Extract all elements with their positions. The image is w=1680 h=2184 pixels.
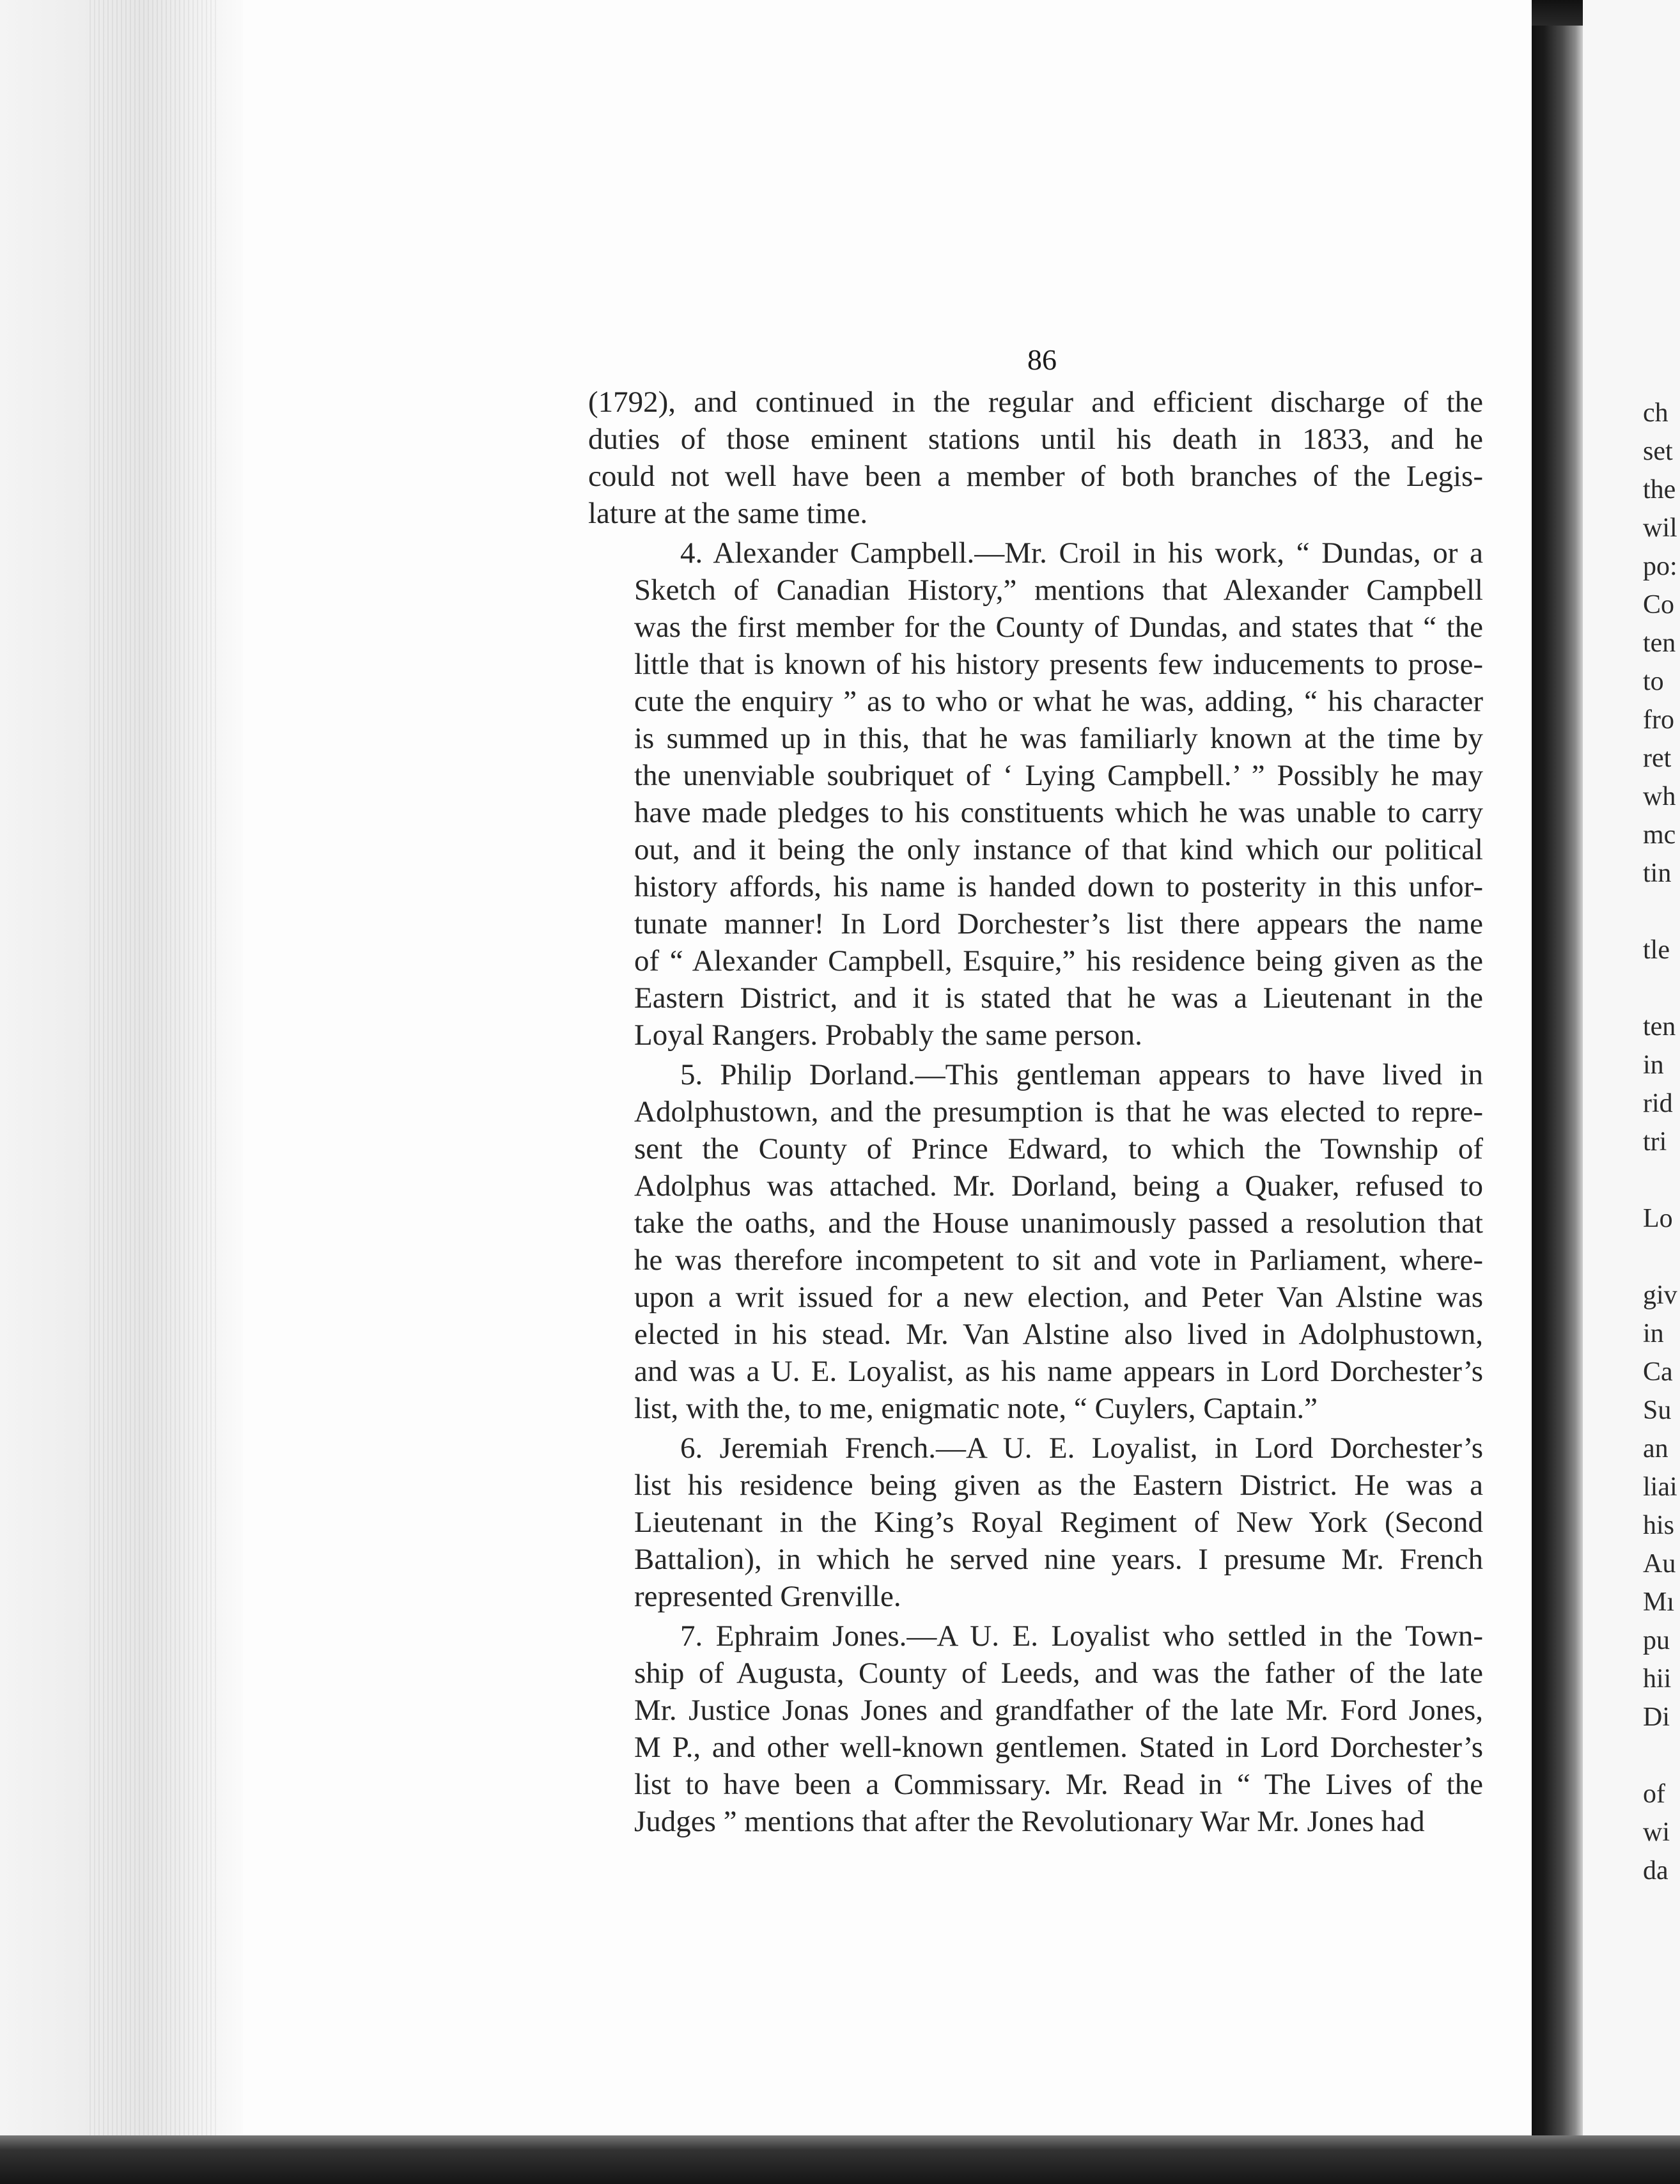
text-line: upon a writ issued for a new election, and Peter Van Alstine was — [634, 1281, 1483, 1314]
facing-page-fragment — [1643, 893, 1680, 931]
facing-page-fragment — [1643, 1736, 1680, 1775]
text-line: Eastern District, and it is stated that he was a Lieutenant in the — [634, 981, 1483, 1015]
text-line: Sketch of Canadian History,” mentions that Alexander Campbell — [634, 573, 1483, 607]
facing-page-fragment: Su — [1643, 1396, 1672, 1425]
facing-page-fragment: ret — [1643, 744, 1672, 773]
text-line: of “ Alexander Campbell, Esquire,” his residence being given as the — [634, 944, 1483, 978]
text-line: was the first member for the County of Dundas, and states that “ the — [634, 611, 1483, 644]
facing-page-fragment: Di — [1643, 1703, 1670, 1732]
facing-page-fragment: Mı — [1643, 1587, 1675, 1617]
facing-page-fragment: hii — [1643, 1664, 1672, 1694]
text-line: duties of those eminent stations until his death in 1833, and he — [588, 423, 1483, 456]
facing-page-fragment: in — [1643, 1050, 1664, 1080]
paragraph — [588, 1618, 1483, 1840]
paragraph — [588, 1056, 1483, 1427]
text-line: take the oaths, and the House unanimously passed a resolution that — [634, 1206, 1483, 1240]
facing-page-fragment: po: — [1643, 552, 1677, 581]
facing-page-fragment: Lo — [1643, 1204, 1673, 1233]
facing-page-fragment: Au — [1643, 1549, 1676, 1579]
text-line: 4. Alexander Campbell.—Mr. Croil in his work, “ Dundas, or a — [680, 536, 1483, 570]
facing-page-fragment: ch — [1643, 398, 1668, 428]
facing-page-fragment: his — [1643, 1511, 1675, 1540]
facing-page-fragment: wil — [1643, 513, 1677, 543]
facing-page-fragment: pu — [1643, 1626, 1670, 1655]
facing-page-fragment: ten — [1643, 628, 1676, 658]
book-gutter-shadow — [1532, 26, 1583, 2142]
facing-page-text-fragments — [1643, 394, 1680, 1890]
facing-page-fragment: an — [1643, 1434, 1668, 1463]
text-line: history affords, his name is handed down to posterity in this unfor- — [634, 870, 1483, 903]
text-line: little that is known of his history presents few inducements to prose- — [634, 648, 1483, 681]
facing-page-fragment: tin — [1643, 859, 1672, 888]
paragraph — [588, 384, 1483, 532]
text-line: 6. Jeremiah French.—A U. E. Loyalist, in Lord Dorchester’s — [680, 1431, 1483, 1465]
facing-page-fragment: Ca — [1643, 1357, 1673, 1387]
text-line: elected in his stead. Mr. Van Alstine also lived in Adolphustown, — [634, 1318, 1483, 1351]
text-line: (1792), and continued in the regular and efficient discharge of the — [588, 386, 1483, 419]
text-line: he was therefore incompetent to sit and vote in Parliament, where- — [634, 1244, 1483, 1277]
facing-page-fragment: the — [1643, 475, 1676, 504]
text-line: the unenviable soubriquet of ‘ Lying Campbell.’ ” Possibly he may — [634, 759, 1483, 792]
facing-page-fragment: wi — [1643, 1818, 1670, 1847]
paragraph — [588, 1430, 1483, 1615]
text-line: tunate manner! In Lord Dorchester’s list there appears the name — [634, 907, 1483, 940]
text-line: could not well have been a member of both branches of the Legis- — [588, 460, 1483, 493]
facing-page-fragment: giv — [1643, 1281, 1677, 1310]
text-line: list, with the, to me, enigmatic note, “ Cuylers, Captain.” — [634, 1392, 1318, 1425]
page-edges-left — [0, 0, 243, 2148]
facing-page-fragment: mc — [1643, 820, 1676, 850]
facing-page-fragment: to — [1643, 667, 1664, 696]
text-line: have made pledges to his constituents which he was unable to carry — [634, 796, 1483, 829]
text-line: out, and it being the only instance of that kind which our political — [634, 833, 1483, 866]
text-line: 5. Philip Dorland.—This gentleman appears to have lived in — [680, 1058, 1483, 1091]
text-line: is summed up in this, that he was familiarly known at the time by — [634, 722, 1483, 755]
facing-page-fragment: of — [1643, 1779, 1665, 1809]
text-line: Mr. Justice Jonas Jones and grandfather of the late Mr. Ford Jones, — [634, 1694, 1483, 1727]
facing-page-fragment: set — [1643, 437, 1673, 466]
facing-page-fragment: tri — [1643, 1127, 1667, 1157]
text-line: represented Grenville. — [634, 1580, 901, 1613]
facing-page-fragment: rid — [1643, 1089, 1673, 1118]
text-line: Loyal Rangers. Probably the same person. — [634, 1018, 1142, 1052]
text-line: and was a U. E. Loyalist, as his name appears in Lord Dorchester’s — [634, 1355, 1483, 1388]
text-line: 7. Ephraim Jones.—A U. E. Loyalist who settled in the Town- — [680, 1619, 1483, 1653]
text-line: cute the enquiry ” as to who or what he was, adding, “ his character — [634, 685, 1483, 718]
facing-page-fragment: fro — [1643, 705, 1674, 735]
text-line: sent the County of Prince Edward, to which the Township of — [634, 1132, 1483, 1166]
page-body-text — [588, 384, 1483, 1843]
text-line: M P., and other well-known gentlemen. Stated in Lord Dorchester’s — [634, 1731, 1483, 1764]
facing-page-fragment — [1643, 1161, 1680, 1199]
text-line: Adolphustown, and the presumption is that he was elected to repre- — [634, 1095, 1483, 1128]
facing-page-fragment — [1643, 969, 1680, 1008]
facing-page-fragment: ten — [1643, 1012, 1676, 1041]
facing-page-fragment: da — [1643, 1856, 1668, 1885]
page-number: 86 — [1027, 343, 1057, 376]
text-line: list to have been a Commissary. Mr. Read in “ The Lives of the — [634, 1768, 1483, 1801]
facing-page-fragment: in — [1643, 1319, 1664, 1348]
text-line: lature at the same time. — [588, 497, 868, 530]
text-line: Adolphus was attached. Mr. Dorland, being a Quaker, refused to — [634, 1169, 1483, 1203]
text-line: Judges ” mentions that after the Revolutionary War Mr. Jones had — [634, 1805, 1425, 1838]
text-line: list his residence being given as the Eastern District. He was a — [634, 1469, 1483, 1502]
paragraph — [588, 534, 1483, 1054]
text-line: Lieutenant in the King’s Royal Regiment of New York (Second — [634, 1506, 1483, 1539]
facing-page-fragment: wh — [1643, 782, 1676, 811]
text-line: ship of Augusta, County of Leeds, and was the father of the late — [634, 1657, 1483, 1690]
text-line: Battalion), in which he served nine years. I presume Mr. French — [634, 1543, 1483, 1576]
scan-bottom-edge — [0, 2135, 1680, 2184]
facing-page-fragment: tle — [1643, 935, 1670, 965]
facing-page-fragment: liai — [1643, 1472, 1677, 1502]
facing-page-fragment: Co — [1643, 590, 1675, 620]
facing-page-fragment — [1643, 1238, 1680, 1276]
